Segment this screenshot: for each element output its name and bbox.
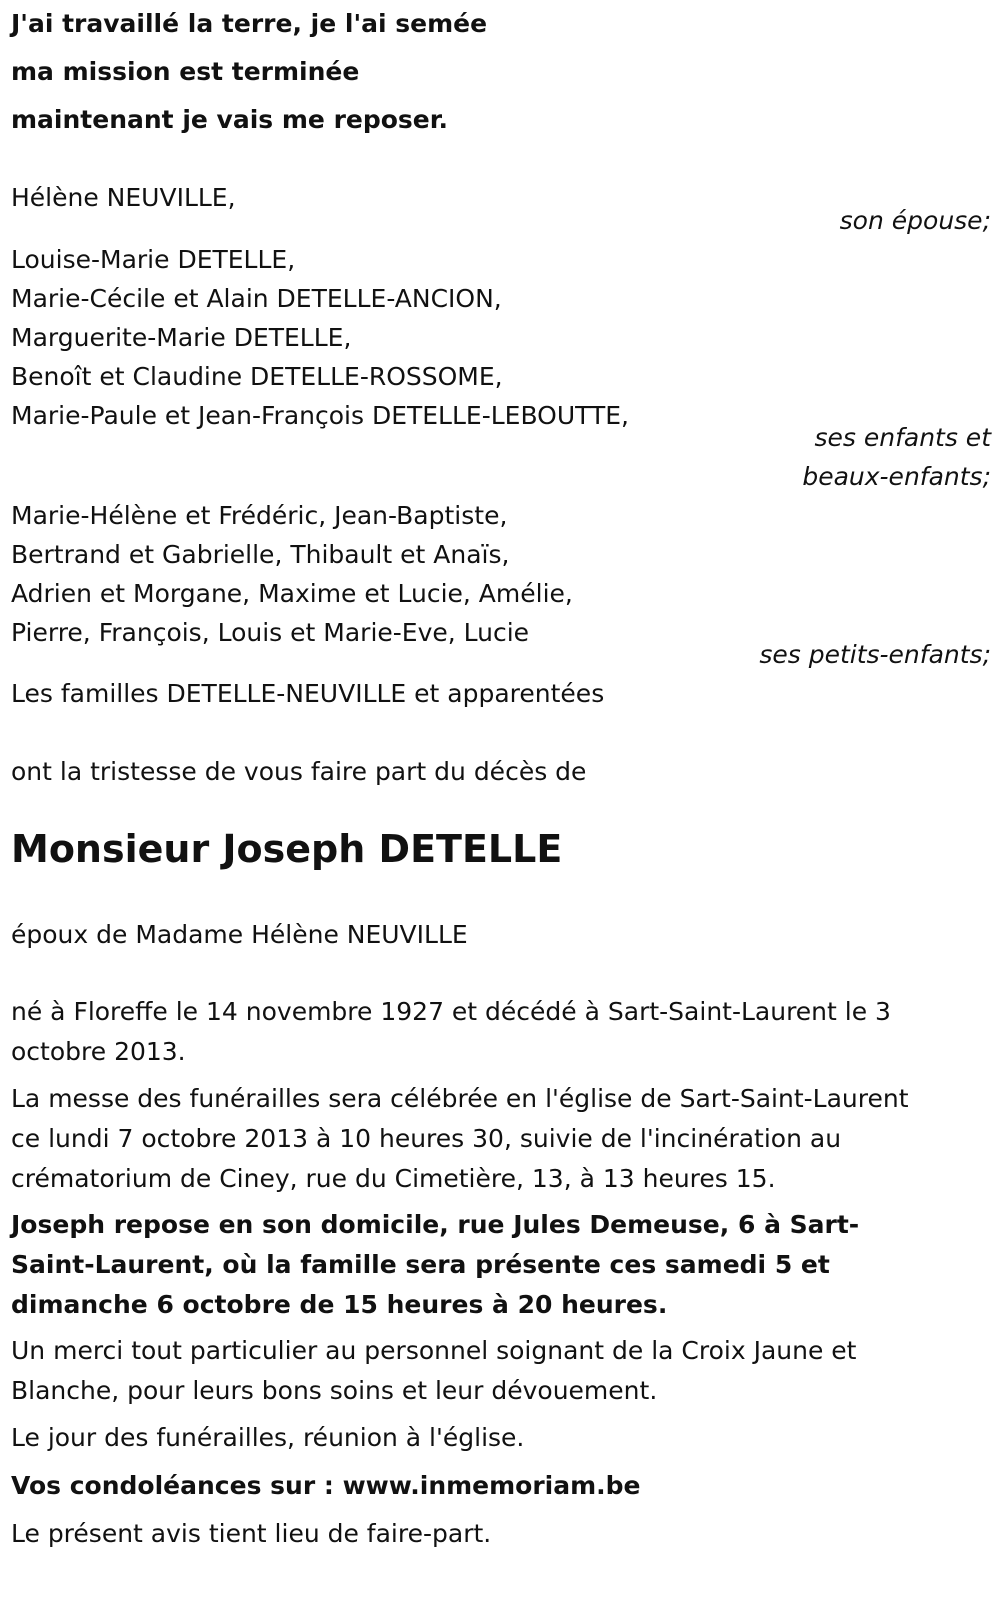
meeting-line: Le jour des funérailles, réunion à l'église.: [11, 1423, 525, 1452]
child-name: Louise-Marie DETELLE,: [11, 245, 296, 274]
poem-line-2: ma mission est terminée: [11, 57, 360, 86]
grandchildren-line: Bertrand et Gabrielle, Thibault et Anaïs,: [11, 540, 510, 569]
child-name: Marie-Paule et Jean-François DETELLE-LEBOUTTE,: [11, 401, 629, 430]
grandchildren-line: Pierre, François, Louis et Marie-Eve, Lucie: [11, 618, 530, 647]
children-relation-line-2: beaux-enfants;: [802, 462, 991, 491]
condolences-line: Vos condoléances sur : www.inmemoriam.be: [11, 1471, 641, 1500]
child-name: Marguerite-Marie DETELLE,: [11, 323, 352, 352]
families-line: Les familles DETELLE-NEUVILLE et apparentées: [11, 679, 605, 708]
children-relation-line-1: ses enfants et: [814, 423, 991, 452]
grandchildren-line: Marie-Hélène et Frédéric, Jean-Baptiste,: [11, 501, 508, 530]
spouse-relation: son épouse;: [839, 206, 991, 235]
funeral-paragraph: La messe des funérailles sera célébrée en l'église de Sart-Saint-Laurent ce lundi 7 octobre 2013 à 10 heures 30, suivie de l'incinération au crématorium de Ciney, rue du Cimetière, 13, à 13 heures 15.: [11, 1084, 909, 1193]
poem-line-1: J'ai travaillé la terre, je l'ai semée: [11, 9, 488, 38]
child-name: Marie-Cécile et Alain DETELLE-ANCION,: [11, 284, 502, 313]
spouse-name: Hélène NEUVILLE,: [11, 183, 236, 212]
grandchildren-line: Adrien et Morgane, Maxime et Lucie, Amélie,: [11, 579, 573, 608]
notice-line: Le présent avis tient lieu de faire-part.: [11, 1519, 492, 1548]
spouse-of: époux de Madame Hélène NEUVILLE: [11, 920, 468, 949]
visitation-paragraph: Joseph repose en son domicile, rue Jules Demeuse, 6 à Sart-Saint-Laurent, où la famille sera présente ces samedi 5 et dimanche 6 octobre de 15 heures à 20 heures.: [11, 1210, 860, 1319]
poem-line-3: maintenant je vais me reposer.: [11, 105, 449, 134]
child-name: Benoît et Claudine DETELLE-ROSSOME,: [11, 362, 503, 391]
deceased-name: Monsieur Joseph DETELLE: [11, 827, 563, 871]
announcement: ont la tristesse de vous faire part du décès de: [11, 757, 587, 786]
grandchildren-relation: ses petits-enfants;: [759, 640, 991, 669]
birth-death-paragraph: né à Floreffe le 14 novembre 1927 et décédé à Sart-Saint-Laurent le 3 octobre 2013.: [11, 997, 891, 1066]
thanks-paragraph: Un merci tout particulier au personnel soignant de la Croix Jaune et Blanche, pour leurs bons soins et leur dévouement.: [11, 1336, 857, 1405]
